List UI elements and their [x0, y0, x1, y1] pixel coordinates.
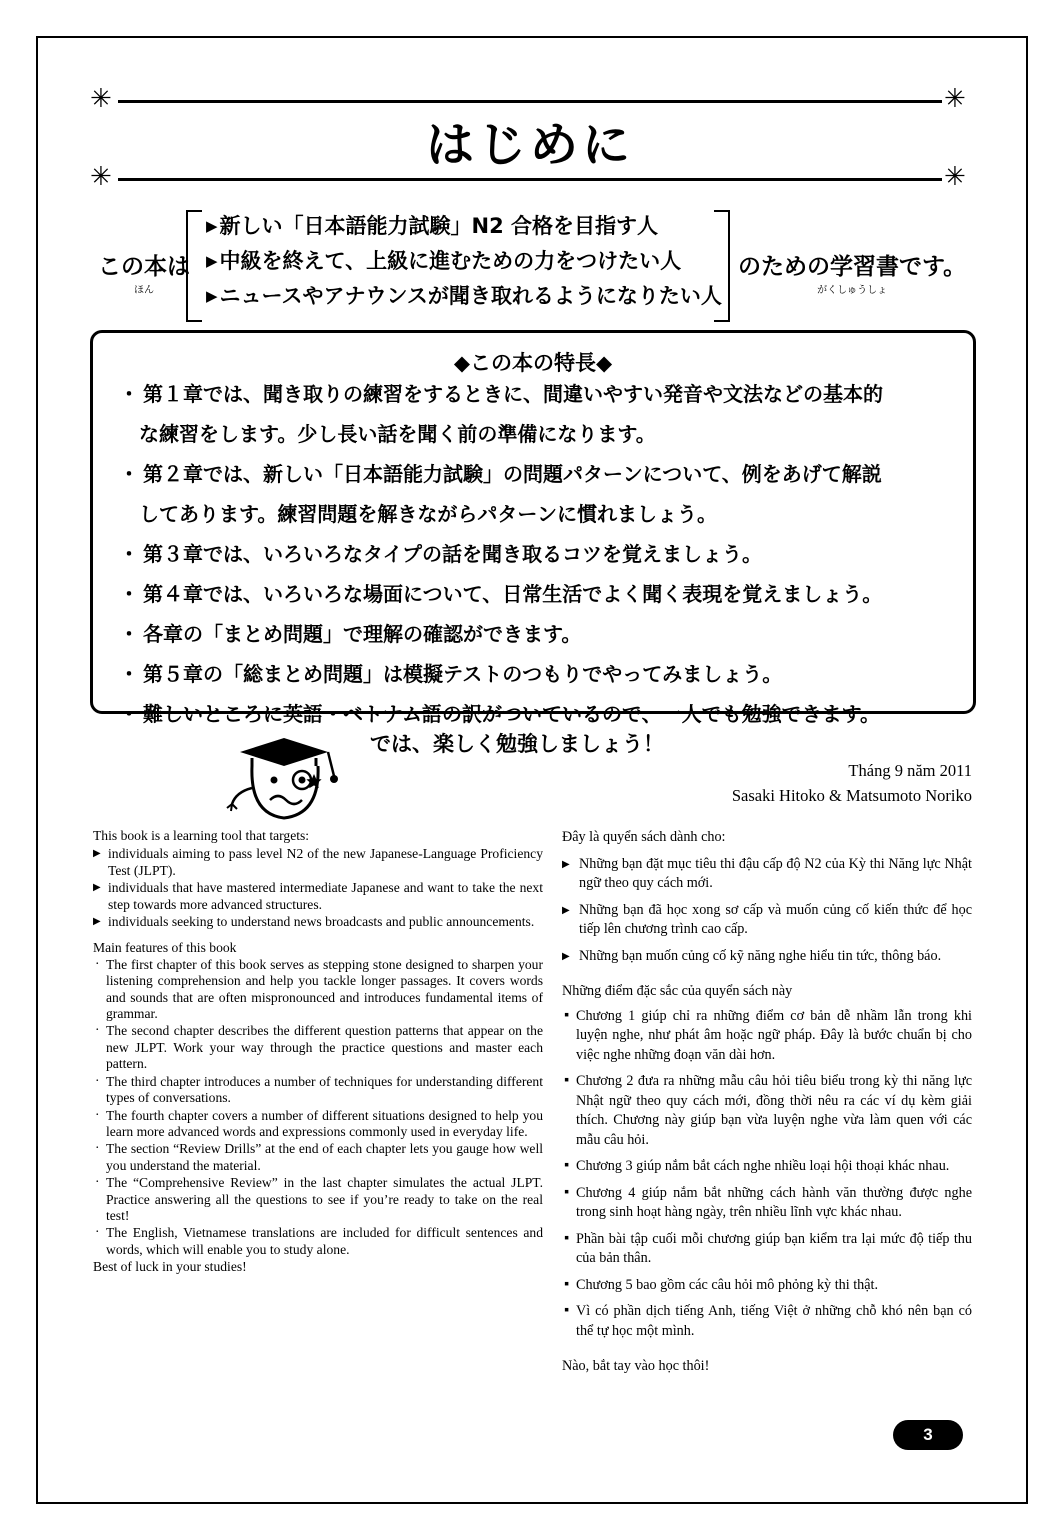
bullet-icon: ▪ [564, 1072, 570, 1088]
vietnamese-feature-text: Chương 5 bao gồm các câu hỏi mô phỏng kỳ thi thật. [576, 1276, 879, 1293]
feature-text: 第３章では、いろいろなタイプの話を聞き取るコツを覚えましょう。 [143, 542, 762, 566]
english-feature-text: The second chapter describes the different question patterns that appear on the new JLPT. Work your way through the practice questions and master each pattern. [106, 1023, 543, 1072]
bullet-icon: ▪ [564, 1275, 570, 1292]
signature-block [560, 758, 972, 808]
feature-text: 難しいところに英語・ベトナム語の訳がついているので、一人でも勉強できます。 [143, 702, 880, 726]
english-feature-item [93, 1074, 543, 1107]
bullet-icon: · [95, 1106, 100, 1122]
vietnamese-feature-item [562, 1072, 972, 1150]
triangle-icon: ▶ [206, 217, 218, 235]
vietnamese-feature-text: Phần bài tập cuối mỗi chương giúp bạn kiểm tra lại mức độ tiếp thu của bản thân. [576, 1230, 972, 1266]
vietnamese-feature-item [562, 1157, 972, 1177]
features-box [90, 330, 976, 726]
english-feature-text: The section “Review Drills” at the end of each chapter lets you gauge how well you understand the material. [106, 1141, 543, 1173]
triangle-icon: ▶ [206, 252, 218, 270]
english-target-item [93, 880, 543, 913]
english-target-text: individuals that have mastered intermediate Japanese and want to take the next step towards more advanced structures. [108, 880, 543, 912]
feature-item [119, 381, 951, 447]
feature-text: 各章の「まとめ問題」で理解の確認ができます。 [143, 622, 582, 646]
bullet-icon: ・ [119, 382, 139, 406]
vietnamese-target-text: Những bạn đặt mục tiêu thi đậu cấp độ N2 của Kỳ thi Năng lực Nhật ngữ theo quy cách mới. [579, 855, 972, 891]
english-target-item [93, 914, 543, 930]
vietnamese-target-text: Những bạn muốn củng cố kỹ năng nghe hiểu tin tức, thông báo. [579, 947, 942, 964]
feature-text-cont: してあります。練習問題を解きながらパターンに慣れましょう。 [139, 502, 717, 526]
bullet-icon: ・ [119, 462, 139, 486]
english-feature-item [93, 957, 543, 1023]
vietnamese-target-item [562, 901, 972, 940]
vietnamese-feature-text: Chương 4 giúp nắm bắt những cách hành văn thường được nghe trong sinh hoạt hàng ngày, trên nhiều lĩnh vực khác nhau. [576, 1184, 972, 1220]
vietnamese-feature-item [562, 1184, 972, 1223]
bullet-icon: ▪ [564, 1229, 570, 1246]
bullet-icon: ▪ [564, 1302, 570, 1318]
intro-bullet-2 [206, 249, 722, 284]
intro-bracket-box [186, 210, 730, 318]
intro-left-text [98, 248, 190, 296]
vietnamese-column [562, 828, 972, 1377]
intro-bullet-3-text: ニュースやアナウンスが聞き取れるようになりたい人 [219, 284, 722, 308]
vietnamese-feature-text: Chương 1 giúp chỉ ra những điểm cơ bản dễ nhầm lẫn trong khi luyện nghe, như phát âm hoặc ngữ pháp. Đây là bước chuẩn bị cho việc nghe những đoạn văn dài hơn. [576, 1007, 972, 1063]
bullet-icon: ・ [119, 702, 139, 726]
arrow-icon: ▶ [93, 848, 101, 860]
english-feature-text: The English, Vietnamese translations are included for difficult sentences and words, which will enable you to study alone. [106, 1225, 543, 1257]
page-title: はじめに [425, 117, 634, 173]
arrow-icon: ▶ [562, 858, 570, 870]
feature-item [119, 541, 951, 567]
asterisk-icon: ✳ [944, 84, 966, 114]
intro-bullet-1 [206, 214, 722, 249]
intro-bullet-1-text: 新しい「日本語能力試験」N2 合格を目指す人 [219, 214, 659, 238]
english-feature-item [93, 1141, 543, 1174]
intro-bullet-2-text: 中級を終えて、上級に進むための力をつけたい人 [219, 249, 682, 273]
vietnamese-feature-item [562, 1230, 972, 1269]
bullet-icon: ・ [119, 542, 139, 566]
english-features-heading: Main features of this book [93, 940, 237, 956]
english-feature-item [93, 1225, 543, 1258]
bullet-icon: · [95, 1224, 100, 1240]
feature-item [119, 461, 951, 527]
bullet-icon: · [95, 1174, 100, 1190]
feature-text: 第２章では、新しい「日本語能力試験」の問題パターンについて、例をあげて解説 [143, 462, 882, 486]
vietnamese-feature-text: Chương 3 giúp nắm bắt cách nghe nhiều loại hội thoại khác nhau. [576, 1158, 950, 1174]
bullet-icon: · [95, 1140, 100, 1156]
intro-right-ruby: がくしゅうしょ [817, 285, 888, 296]
vietnamese-lead: Đây là quyển sách dành cho: [562, 829, 726, 845]
english-feature-item [93, 1175, 543, 1224]
english-target-text: individuals aiming to pass level N2 of the new Japanese-Language Proficiency Test (JLPT). [108, 846, 543, 878]
page-number: 3 [893, 1420, 963, 1450]
vietnamese-feature-item [562, 1276, 972, 1296]
vietnamese-target-item [562, 947, 972, 967]
feature-item [119, 581, 951, 607]
arrow-icon: ▶ [562, 904, 570, 916]
bullet-icon: ▪ [564, 1006, 570, 1023]
english-feature-text: The third chapter introduces a number of techniques for understanding different types of conversations. [106, 1073, 543, 1106]
vietnamese-feature-item [562, 1007, 972, 1066]
title-band [90, 80, 970, 200]
asterisk-icon: ✳ [90, 162, 112, 192]
vietnamese-features-heading: Những điểm đặc sắc của quyển sách này [562, 983, 793, 999]
vietnamese-feature-text: Chương 2 đưa ra những mẫu câu hỏi tiêu biểu trong kỳ thi năng lực Nhật ngữ theo quy cách mới, đồng thời nêu ra các ví dụ kèm giải thích. Chương này giúp bạn vừa luyện nghe vừa làm quen với các mẫu câu hỏi. [576, 1073, 972, 1148]
english-feature-item [93, 1108, 543, 1141]
title-rule-bottom [118, 178, 942, 181]
title-rule-top [118, 100, 942, 103]
features-list [119, 381, 951, 741]
triangle-icon: ▶ [206, 287, 218, 305]
features-heading: ◆この本の特長◆ [453, 351, 613, 375]
english-closing: Best of luck in your studies! [93, 1259, 247, 1275]
feature-text: 第４章では、いろいろな場面について、日常生活でよく聞く表現を覚えましょう。 [143, 582, 883, 606]
intro-right-label: のための学習書です。 [738, 254, 967, 280]
intro-left-ruby: ほん [134, 285, 154, 296]
asterisk-icon: ✳ [90, 84, 112, 114]
bullet-icon: ▪ [564, 1157, 570, 1173]
english-column [93, 828, 543, 1276]
arrow-icon: ▶ [562, 950, 570, 962]
vietnamese-feature-text: Vì có phần dịch tiếng Anh, tiếng Việt ở những chỗ khó nên bạn có thể tự học một mình. [576, 1303, 972, 1339]
feature-text-cont: な練習をします。少し長い話を聞く前の準備になります。 [139, 422, 656, 446]
feature-text: 第１章では、聞き取りの練習をするときに、間違いやすい発音や文法などの基本的 [143, 382, 883, 406]
signature-date: Tháng 9 năm 2011 [848, 761, 972, 780]
english-feature-text: The “Comprehensive Review” in the last chapter simulates the actual JLPT. Practice answering all the questions to see if you’re ready to take on the real test! [106, 1175, 543, 1223]
english-feature-text: The first chapter of this book serves as stepping stone designed to sharpen your listening comprehension and help you tackle longer passages. It covers words and sounds that are often mispronounced and introduces fundamental items of grammar. [106, 956, 543, 1022]
signature-authors: Sasaki Hitoko & Matsumoto Noriko [731, 786, 972, 805]
english-target-text: individuals seeking to understand news broadcasts and public announcements. [108, 914, 535, 930]
vietnamese-target-item [562, 855, 972, 894]
bullet-icon: ・ [119, 582, 139, 606]
mascot-illustration [222, 722, 362, 832]
english-lead: This book is a learning tool that targets: [93, 828, 310, 843]
english-feature-text: The fourth chapter covers a number of different situations designed to help you learn more advanced words and expressions commonly used in everyday life. [106, 1107, 543, 1139]
vietnamese-feature-item [562, 1302, 972, 1341]
feature-text: 第５章の「総まとめ問題」は模擬テストのつもりでやってみましょう。 [143, 662, 783, 686]
arrow-icon: ▶ [93, 882, 101, 894]
bullet-icon: · [95, 955, 100, 971]
spacer [562, 973, 972, 982]
intro-section [90, 210, 980, 320]
bullet-icon: · [95, 1022, 100, 1038]
feature-item [119, 621, 951, 647]
english-target-item [93, 846, 543, 879]
bullet-icon: ▪ [564, 1183, 570, 1200]
arrow-icon: ▶ [93, 916, 101, 928]
feature-item [119, 661, 951, 687]
bullet-icon: ・ [119, 622, 139, 646]
bullet-icon: · [95, 1072, 100, 1088]
vietnamese-target-text: Những bạn đã học xong sơ cấp và muốn củng cố kiến thức để học tiếp lên chương trình cao cấp. [579, 901, 972, 937]
spacer [93, 931, 543, 940]
intro-left-label: この本は [98, 254, 190, 280]
spacer [562, 1348, 972, 1357]
intro-right-text [738, 248, 967, 296]
english-feature-item [93, 1023, 543, 1072]
intro-bullet-3 [206, 284, 722, 319]
closing-japanese-line: では、楽しく勉強しましょう！ [370, 732, 664, 756]
asterisk-icon: ✳ [944, 162, 966, 192]
vietnamese-closing: Nào, bắt tay vào học thôi! [562, 1358, 710, 1374]
bullet-icon: ・ [119, 662, 139, 686]
